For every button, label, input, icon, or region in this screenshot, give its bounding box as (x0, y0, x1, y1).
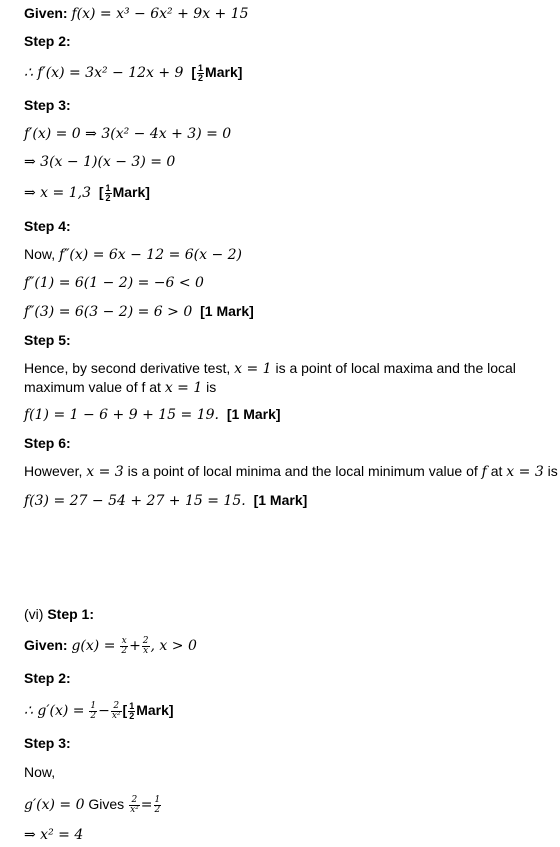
step2-label: Step 2: (24, 33, 71, 49)
step6-label: Step 6: (24, 435, 71, 451)
now-label: Now, (24, 764, 56, 780)
given-line (24, 4, 249, 23)
step3-line3: ⇒ x = 1,3 [ $\frac{1}{2}$ Mark] (24, 182, 150, 203)
half-mark: [ $\frac{1}{2}$ Mark] (122, 700, 174, 721)
half-mark: [ $\frac{1}{2}$ Mark] (98, 182, 150, 203)
step6-expr-line: f(3) = 27 − 54 + 27 + 15 = 15. [1 Mark] (24, 492, 308, 509)
g-last-line: ⇒ x² = 4 (24, 827, 84, 843)
step5-label: Step 5: (24, 332, 71, 348)
g-step2-line: ∴ g′(x) = $\frac{1}{2}$ − $\frac{2}{\text{x²}}$ [ $\frac{1}{2}$ Mark] (24, 700, 174, 721)
step4-label: Step 4: (24, 218, 71, 234)
one-mark: [1 Mark] (253, 492, 308, 508)
step5-text: Hence, by second derivative test, x = 1 is a point of local maxima and the local maximum value of f at x = 1 is (24, 360, 516, 396)
derivative-expression: ∴ f′(x) = 3x² − 12x + 9 (24, 65, 184, 81)
step4-line1: Now, f″(x) = 6x − 12 = 6(x − 2) (24, 246, 243, 263)
g-given-line: Given: g(x) = $\frac{x}{2}$ + $\frac{2}{x}$ , x > 0 (24, 635, 197, 656)
step5-expr-line: f(1) = 1 − 6 + 9 + 15 = 19. [1 Mark] (24, 406, 281, 423)
half-mark: [ $\frac{1}{2}$ Mark] (191, 62, 243, 83)
step4-line3: f″(3) = 6(3 − 2) = 6 > 0 [1 Mark] (24, 303, 254, 320)
step6-text: However, x = 3 is a point of local minima and the local minimum value of f at x = 3 is (24, 463, 558, 480)
step3-label: Step 3: (24, 97, 71, 113)
step2-line (24, 63, 242, 83)
given-expression: f(x) = x³ − 6x² + 9x + 15 (71, 6, 249, 22)
given-label: Given: (24, 5, 68, 21)
step4-line2: f″(1) = 6(1 − 2) = −6 < 0 (24, 275, 204, 291)
section-vi-title: (vi) Step 1: (24, 606, 95, 622)
step3-line1: f′(x) = 0 ⇒ 3(x² − 4x + 3) = 0 (24, 126, 232, 142)
g-step2-label: Step 2: (24, 670, 71, 686)
step3-line2: ⇒ 3(x − 1)(x − 3) = 0 (24, 154, 176, 170)
one-mark: [1 Mark] (226, 406, 281, 422)
one-mark: [1 Mark] (200, 303, 254, 319)
g-step3-line: g′(x) = 0 Gives $\frac{2}{\text{x²}}$ = $\frac{1}{2}$ (24, 794, 161, 815)
g-step3-label: Step 3: (24, 735, 71, 751)
